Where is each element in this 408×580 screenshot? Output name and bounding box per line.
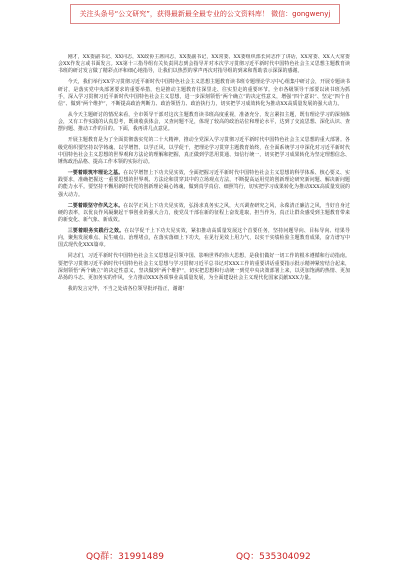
section-heading: 二要着眼坚守作风之本。 — [67, 202, 124, 209]
footer — [0, 547, 408, 569]
paragraph-text: 今天，我们举行XX学习贯彻习近平新时代中国特色社会主义思想主题教育读书班专题理论学习中心组集中研讨会，开展专题读书研讨，是落实党中央部署要求的重要举措，也是推动主题教育往深里走、往实里走的重要环节。全市各级领导干部要以读书班为抓手，深入学习贯彻习近平新时代中国特色社会主义思想，进一步深刻领悟“两个确立”的决定性意义，增强“四个意识”、坚定“四个自信”、做到“两个维护”，不断提高政治判断力、政治领悟力、政治执行力，切实把学习成效转化为推动XX高质量发展的强大动力。 — [58, 79, 350, 108]
paragraph-text: 从今天主题研讨的情况来看，全市领导干部对这次主题教育读书班高度重视，准备充分，发言紧扣主题，既有理论学习的深刻体会，又有工作实践的认真思考，既谈收获体会，又查问题不足，体现了较高的政治站位和理论水平，达到了交流思想、深化认识、查摆问题、推动工作的目的。下面，我再讲几点意见。 — [58, 112, 350, 133]
paragraph-1 — [58, 54, 350, 76]
paragraph-9 — [58, 286, 350, 293]
paragraph-5 — [58, 170, 350, 199]
paragraph-2 — [58, 79, 350, 108]
paragraph-text: 刚才，XX委副书记、XX同志，XX政协主席同志，XX委副书记，XX常委、XX委组织部长同志作了讲话，XX常委、XX人大常委会XX作发言或书面发言。XX第十三指导组有关负责同志到会指导并对本次学习贯彻习近平新时代中国特色社会主义思想主题教育读书班的研讨发言做了精彩点评和细心地指导，让我们以热烈的掌声再次对指导组的到来和帮助表示深深的感谢。 — [58, 54, 350, 75]
qq-group-number: QQ群：31991489 — [86, 552, 164, 562]
paragraph-8 — [58, 253, 350, 282]
paragraph-text: 在以学正风上下功夫见实效，弘扬求真务实之风，大兴调查研究之风，永葆清正廉洁之风，当好自身过硬的表率，以优良作风凝聚起干事创业的强大合力，使党员干部在新的征程上奋发进取，担当作为，真正让群众感受到主题教育带来的新变化、新气象、新成效。 — [58, 202, 350, 224]
paragraph-text: 同志们，习近平新时代中国特色社会主义思想是引领中国、影响世界的伟大思想，是我们做好一切工作的根本遵循和行动指南。要把学习贯彻习近平新时代中国特色社会主义思想与学习贯彻习近平总书记对XXX工作的重要讲话重要指示批示精神紧密结合起来，深刻领悟“两个确立”的决定性意义，坚决做到“两个维护”，切实把思想和行动统一到党中央决策部署上来，以更加饱满的热情、更加昂扬的斗志、更加务实的作风，全力推动XXX各项事业高质量发展，为全面建设社会主义现代化国家贡献XXX力量。 — [58, 253, 350, 282]
paragraph-text: 开展主题教育是为了全面贯彻落实党的二十大精神，推动全党深入学习贯彻习近平新时代中国特色社会主义思想的重大部署。各级党组织要坚持以学铸魂、以学增智、以学正风、以学促干，把理论学习贯穿主题教育始终，在全面系统学习中深化对习近平新时代中国特色社会主义思想的世界观和方法论的理解和把握，真正做到学思用贯通、知信行统一，切实把学习成果转化为坚定理想信念、锤炼政治品格、提高工作本领的实际行动。 — [58, 137, 350, 166]
paragraph-4 — [58, 137, 350, 166]
document-body — [58, 54, 350, 540]
section-heading: 三要着眼务实践行之效。 — [67, 228, 125, 235]
paragraph-7 — [58, 228, 350, 250]
paragraph-6 — [58, 203, 350, 225]
promo-banner: 关注头条号“公文研究”，获得最新最全最专业的公文资料库！ 微信：gongwenyj — [70, 4, 340, 24]
section-heading: 一要着眼筑牢理论之基。 — [67, 170, 124, 177]
paragraph-text: 我的发言完毕，不当之处请各位领导批评指正，谢谢！ — [67, 286, 188, 293]
paragraph-text: 在以学促干上下功夫见实效，紧扣推动高质量发展这个首要任务，坚持问题导向、目标导向、结果导向，聚焦发展难点、民生痛点、治理堵点，在落实落细上下功夫，在见行见效上用力气，以实干实绩检验主题教育成果，奋力谱写中国式现代化XXX篇章。 — [58, 228, 350, 249]
paragraph-text: 在以学增智上下功夫见实效，全面把握习近平新时代中国特色社会主义思想的科学体系、核心要义、实践要求，准确把握这一重要思想的世界观、方法论和贯穿其中的立场观点方法，不断提高运用党的创新理论研究新问题、解决新问题的能力水平。要坚持不懈用新时代党的创新理论凝心铸魂，做到真学真信、细照笃行，切实把学习成果转化为推动XXX高质量发展的强大动力。 — [58, 170, 350, 198]
paragraph-3 — [58, 112, 350, 134]
qq-contact-number: QQ：535304092 — [236, 552, 311, 562]
